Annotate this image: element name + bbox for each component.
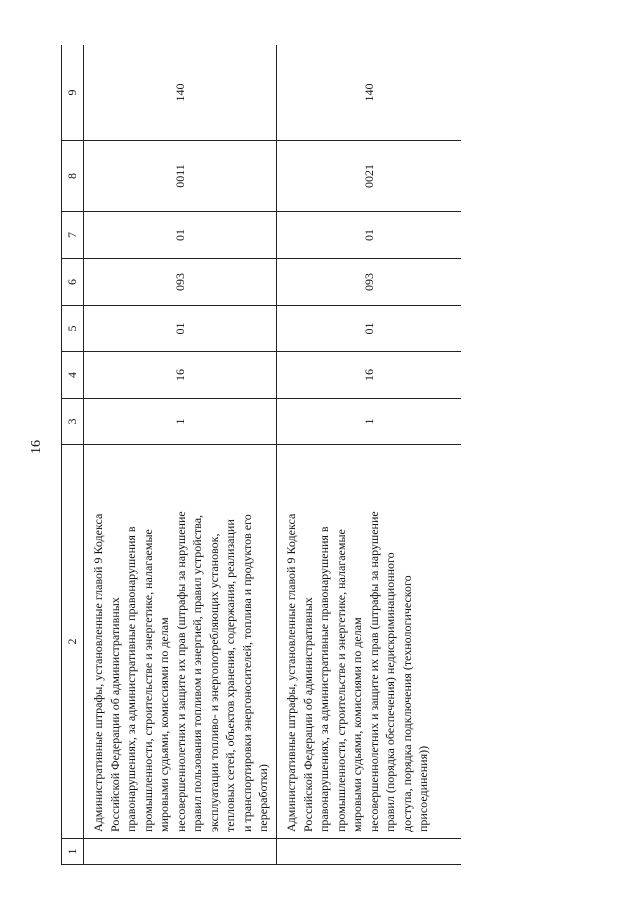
description-line: правил пользования топливом и энергией, правил устройства, [190,514,204,832]
row-cell-8: 0021 [277,141,462,212]
header-cell-9: 9 [62,45,84,141]
row-cell-7: 01 [84,212,277,259]
description-line: правонарушениях, за административные правонарушения в [317,526,331,832]
description-line: Административные штрафы, установленные главой 9 Кодекса [91,513,105,832]
header-cell-1: 1 [62,839,84,865]
row-cell-3: 1 [84,399,277,445]
description-line: правил (порядка обеспечения) недискриминационного [383,552,397,832]
budget-classification-table [61,45,461,865]
description-line: доступа, порядка подключения (технологического [399,575,414,832]
description-line: несовершеннолетних и защите их прав (штрафы за нарушение [366,511,381,832]
description-line: мировыми судьями, комиссиями по делам [157,617,171,832]
header-cell-3: 3 [62,399,84,445]
row-cell-6: 093 [277,259,462,306]
header-cell-5: 5 [62,306,84,352]
description-line: промышленности, строительстве и энергетике, налагаемые [140,529,155,832]
description-line: Административные штрафы, установленные главой 9 Кодекса [284,513,298,832]
description-line: тепловых сетей, объектов хранения, содержания, реализации [223,519,237,832]
description-line: и транспортировки энергоносителей, топлива и продуктов его [239,514,254,832]
row-cell-5: 01 [84,306,277,352]
row-cell-4: 16 [84,352,277,399]
description-line: промышленности, строительстве и энергетике, налагаемые [333,529,348,832]
row-cell-7: 01 [277,212,462,259]
description-line: присоединения)) [416,745,430,832]
row-cell-3: 1 [277,399,462,445]
row-cell-6: 093 [84,259,277,306]
description-line: мировыми судьями, комиссиями по делам [350,617,364,832]
row-cell-col1 [84,839,277,865]
row-cell-9: 140 [84,45,277,141]
table-header-row [62,45,84,865]
rotated-table-page [61,45,461,865]
header-cell-4: 4 [62,352,84,399]
description-line: Российской Федерации об административных [300,597,315,832]
row-cell-8: 0011 [84,141,277,212]
header-cell-8: 8 [62,141,84,212]
header-cell-7: 7 [62,212,84,259]
row-cell-9: 140 [277,45,462,141]
page-number: 16 [29,440,44,454]
description-line: Российской Федерации об административных [107,597,122,832]
row-cell-col1 [277,839,462,865]
table-row [277,45,462,865]
table-row [84,45,277,865]
description-line: переработки) [256,764,270,832]
row-description-cell [277,445,462,839]
row-cell-4: 16 [277,352,462,399]
description-line: эксплуатации топливо- и энергопотребляющих установок, [206,533,221,832]
table-container [61,45,461,865]
description-line: несовершеннолетних и защите их прав (штрафы за нарушение [173,511,188,832]
row-cell-5: 01 [277,306,462,352]
header-cell-6: 6 [62,259,84,306]
row-description-cell [84,445,277,839]
description-line: правонарушениях, за административные правонарушения в [124,526,138,832]
header-cell-2: 2 [62,445,84,839]
